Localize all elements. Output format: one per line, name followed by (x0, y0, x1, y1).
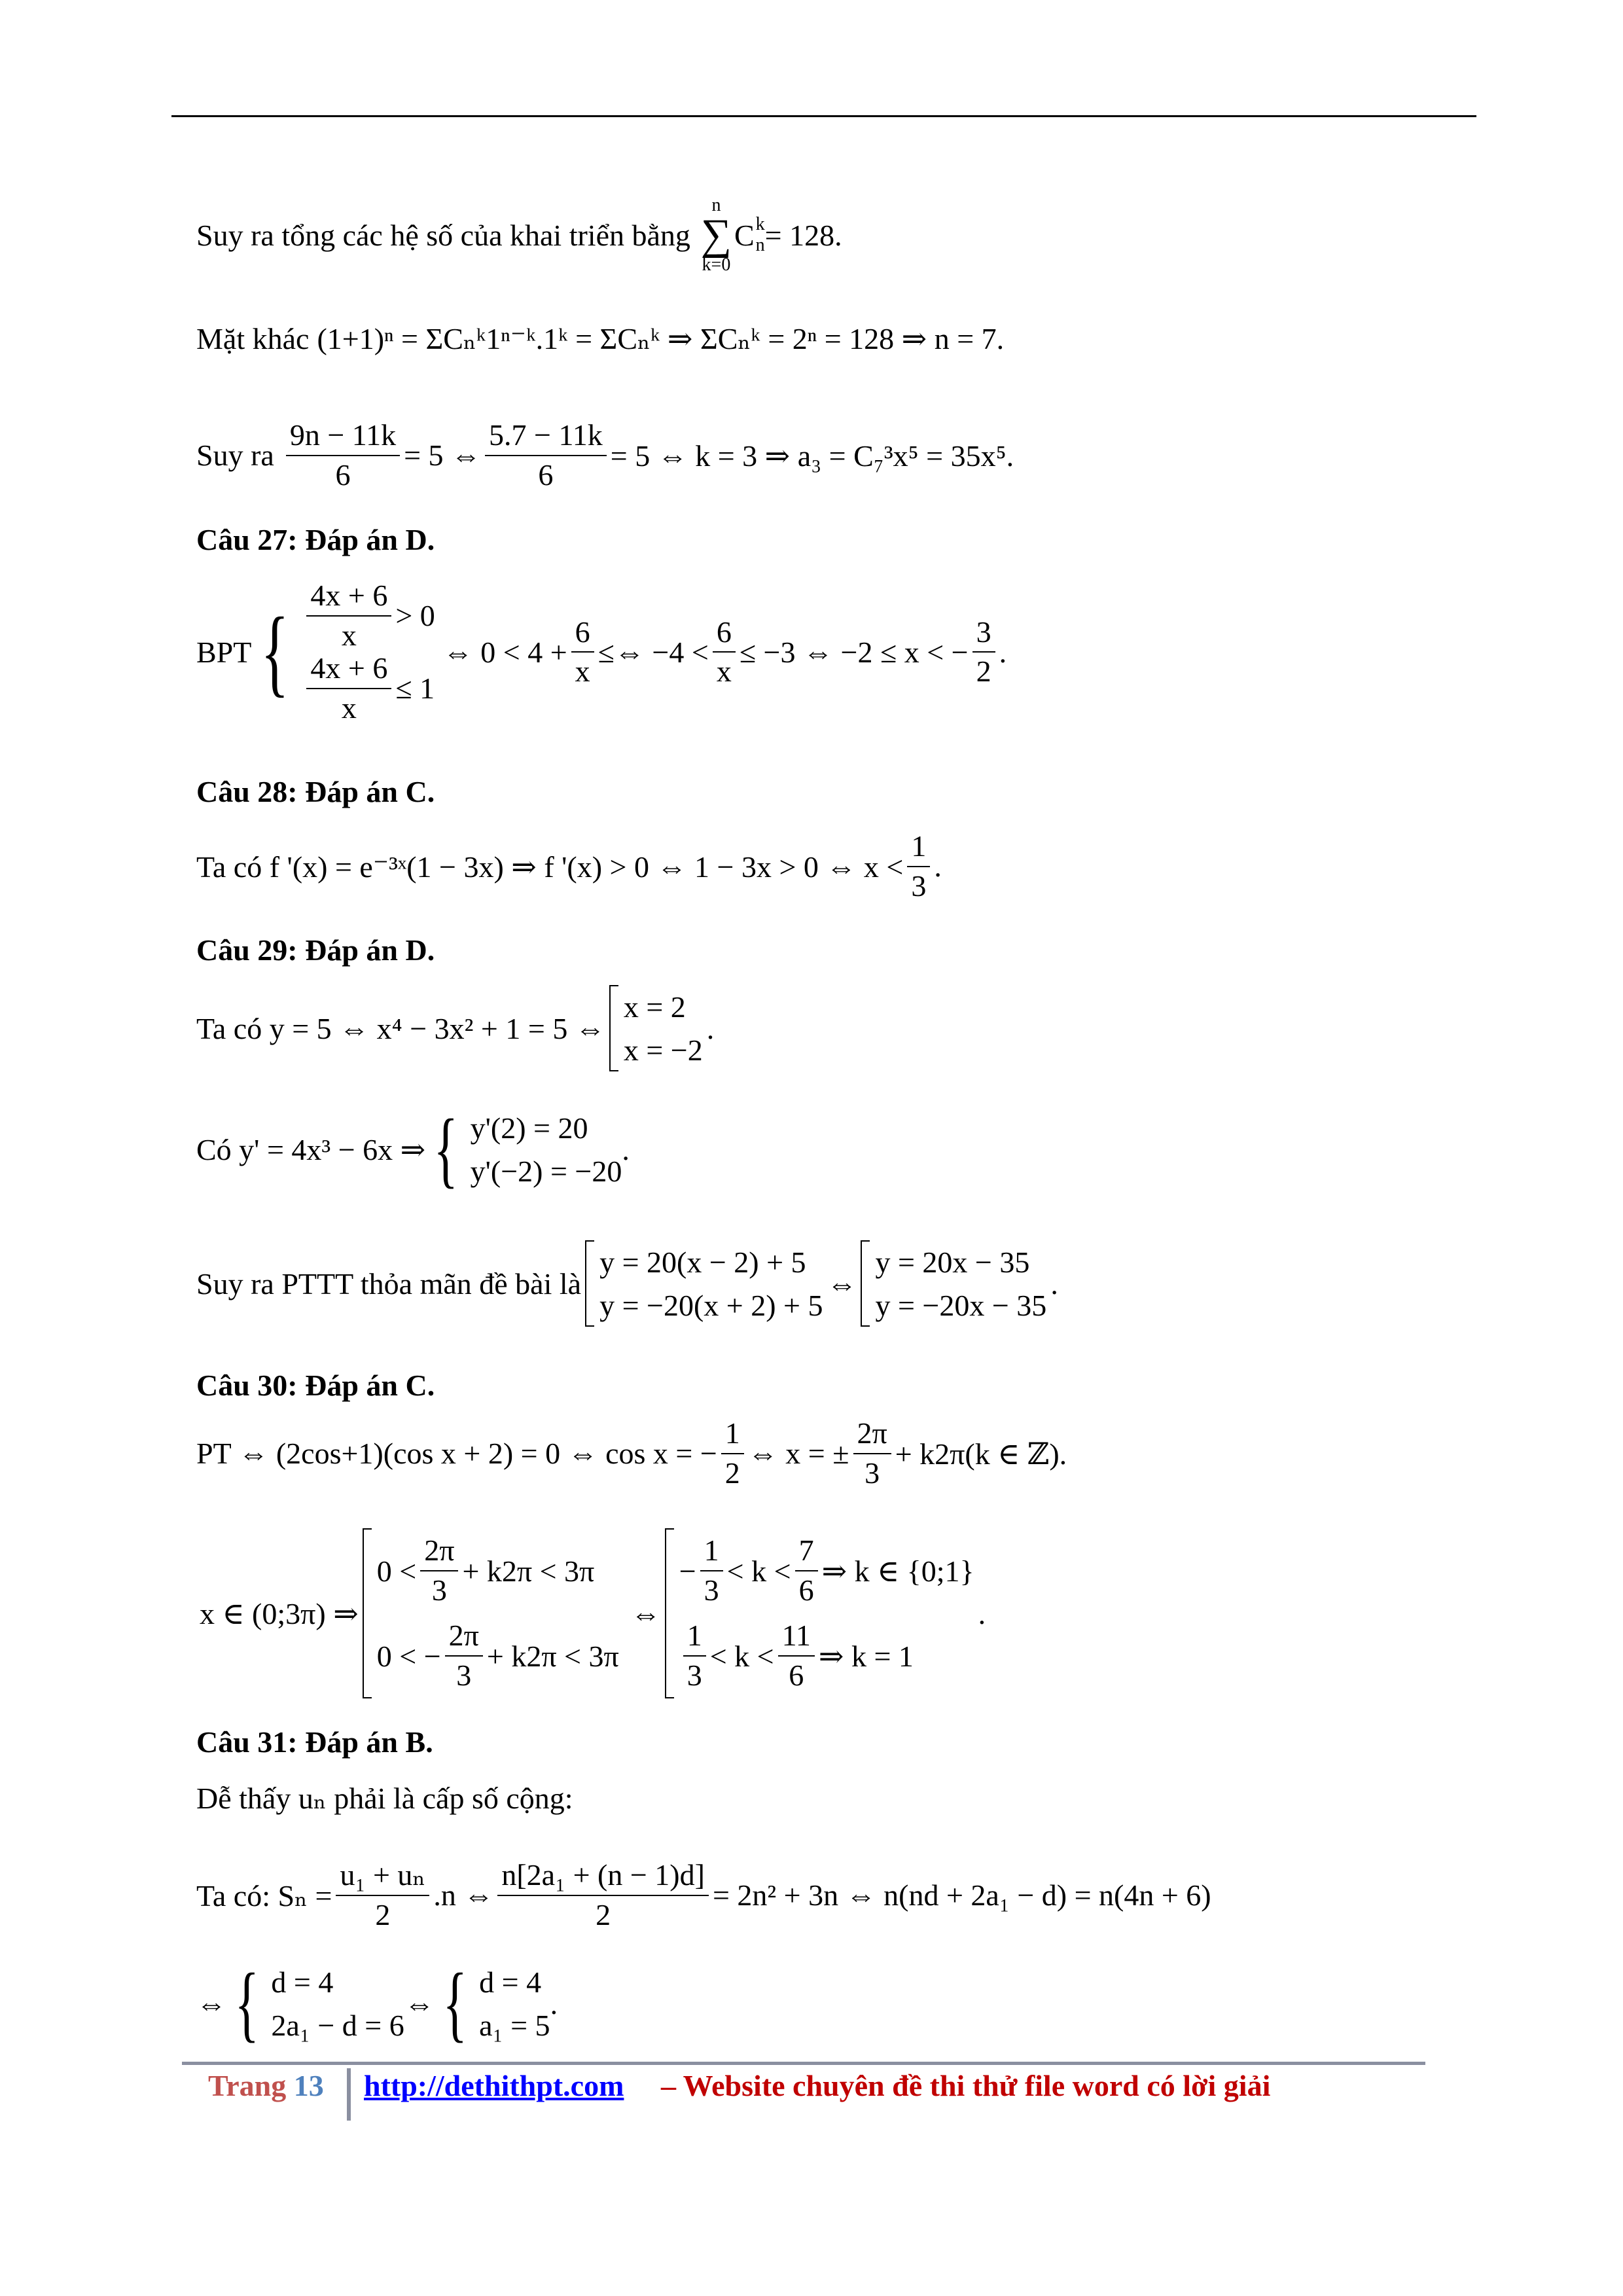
question-30-line-2: x ∈ (0;3π) ⇒ 0 < $\frac{2\pi}{3}$ + k2π < 3π 0 < − $\frac{2\pi}{3}$ + k2π < 3π ⇔ − $\frac{1}{3}$ < k < $\frac{7}{6}$ ⇒ k ∈ {0;1} $\frac{1}{3}$ < k < $\frac{11}{6}$ ⇒ k = 1 . (200, 1528, 986, 1698)
fraction: $\frac{9n - 11k}{6}$ (286, 419, 400, 492)
sum-result: = 128. (764, 218, 842, 252)
identity-math: (1+1)ⁿ = ΣCₙᵏ1ⁿ⁻ᵏ.1ᵏ = ΣCₙᵏ ⇒ ΣCₙᵏ = 2ⁿ = 128 ⇒ n = 7. (317, 322, 1005, 355)
question-29-line-3: Suy ra PTTT thỏa mãn đề bài là y = 20(x − 2) + 5 y = −20(x + 2) + 5 ⇔ y = 20x − 35 y = −20x − 35 . (196, 1240, 1058, 1327)
footer-divider (347, 2068, 351, 2121)
question-30-line-1: PT ⇔ (2cos+1)(cos x + 2) = 0 ⇔ cos x = − $\frac{1}{2}$ ⇔ x = ± $\frac{2\pi}{3}$ + k2π(k ∈ ℤ). (196, 1416, 1067, 1490)
question-31-heading: Câu 31: Đáp án B. (196, 1725, 433, 1759)
question-29-heading: Câu 29: Đáp án D. (196, 933, 435, 967)
page-number: Trang 13 (208, 2069, 324, 2102)
question-29-line-2: Có y' = 4x³ − 6x ⇒ { y'(2) = 20 y'(−2) = −20 . (196, 1102, 630, 1196)
website-link[interactable]: http://dethithpt.com (364, 2069, 624, 2102)
footer-rule (182, 2062, 1425, 2065)
fraction: $\frac{5.7 - 11k}{6}$ (485, 419, 607, 492)
identity-line: Mặt khác (1+1)ⁿ = ΣCₙᵏ1ⁿ⁻ᵏ.1ᵏ = ΣCₙᵏ ⇒ ΣCₙᵏ = 2ⁿ = 128 ⇒ n = 7. (196, 321, 1005, 355)
question-31-line-1: Dễ thấy uₙ phải là cấp số cộng: (196, 1782, 573, 1815)
header-rule (171, 115, 1476, 117)
question-29-line-1: Ta có y = 5 ⇔ x⁴ − 3x² + 1 = 5 ⇔ x = 2 x = −2 . (196, 985, 714, 1071)
summation: n ∑ k=0 (700, 195, 732, 275)
system-brace: { $\frac{4x + 6}{x}$ > 0 $\frac{4x + 6}{x}$ ≤ 1 (260, 579, 435, 725)
footer-tagline: – Website chuyên đề thi thử file word có lời giải (661, 2069, 1271, 2102)
question-28-heading: Câu 28: Đáp án C. (196, 775, 435, 808)
question-27-heading: Câu 27: Đáp án D. (196, 523, 435, 556)
binomial-coefficient: C k n (734, 214, 765, 256)
sum-coefficients-text: Suy ra tổng các hệ số của khai triển bằng (196, 218, 690, 252)
sum-coefficients-line (196, 196, 842, 274)
question-31-line-3: ⇔ { d = 4 2a₁ − d = 6 ⇔ { d = 4 a₁ = 5 . (196, 1956, 558, 2051)
question-30-heading: Câu 30: Đáp án C. (196, 1369, 435, 1402)
question-27-solution: BPT { $\frac{4x + 6}{x}$ > 0 $\frac{4x + 6}{x}$ ≤ 1 ⇔ 0 < 4 + $\frac{6}{x}$ ≤⇔ −4 < $\frac{6}{x}$ ≤ −3 ⇔ −2 ≤ x < − $\frac{3}{2}$ . (196, 579, 1007, 725)
question-31-line-2: Ta có: Sₙ = $\frac{\text{u₁ + uₙ}}{2}$ .n ⇔ $\frac{\text{n[2a₁ + (n − 1)d]}}{2}$ = 2n² + 3n ⇔ n(nd + 2a₁ − d) = n(4n + 6) (196, 1858, 1211, 1931)
solve-k-line: Suy ra $\frac{9n - 11k}{6}$ = 5 ⇔ $\frac{5.7 - 11k}{6}$ = 5 ⇔ k = 3 ⇒ a₃ = C₇³x⁵ = 35x⁵. (196, 418, 1014, 492)
question-28-solution: Ta có f '(x) = e⁻³ˣ(1 − 3x) ⇒ f '(x) > 0 ⇔ 1 − 3x > 0 ⇔ x < $\frac{1}{3}$ . (196, 829, 942, 903)
